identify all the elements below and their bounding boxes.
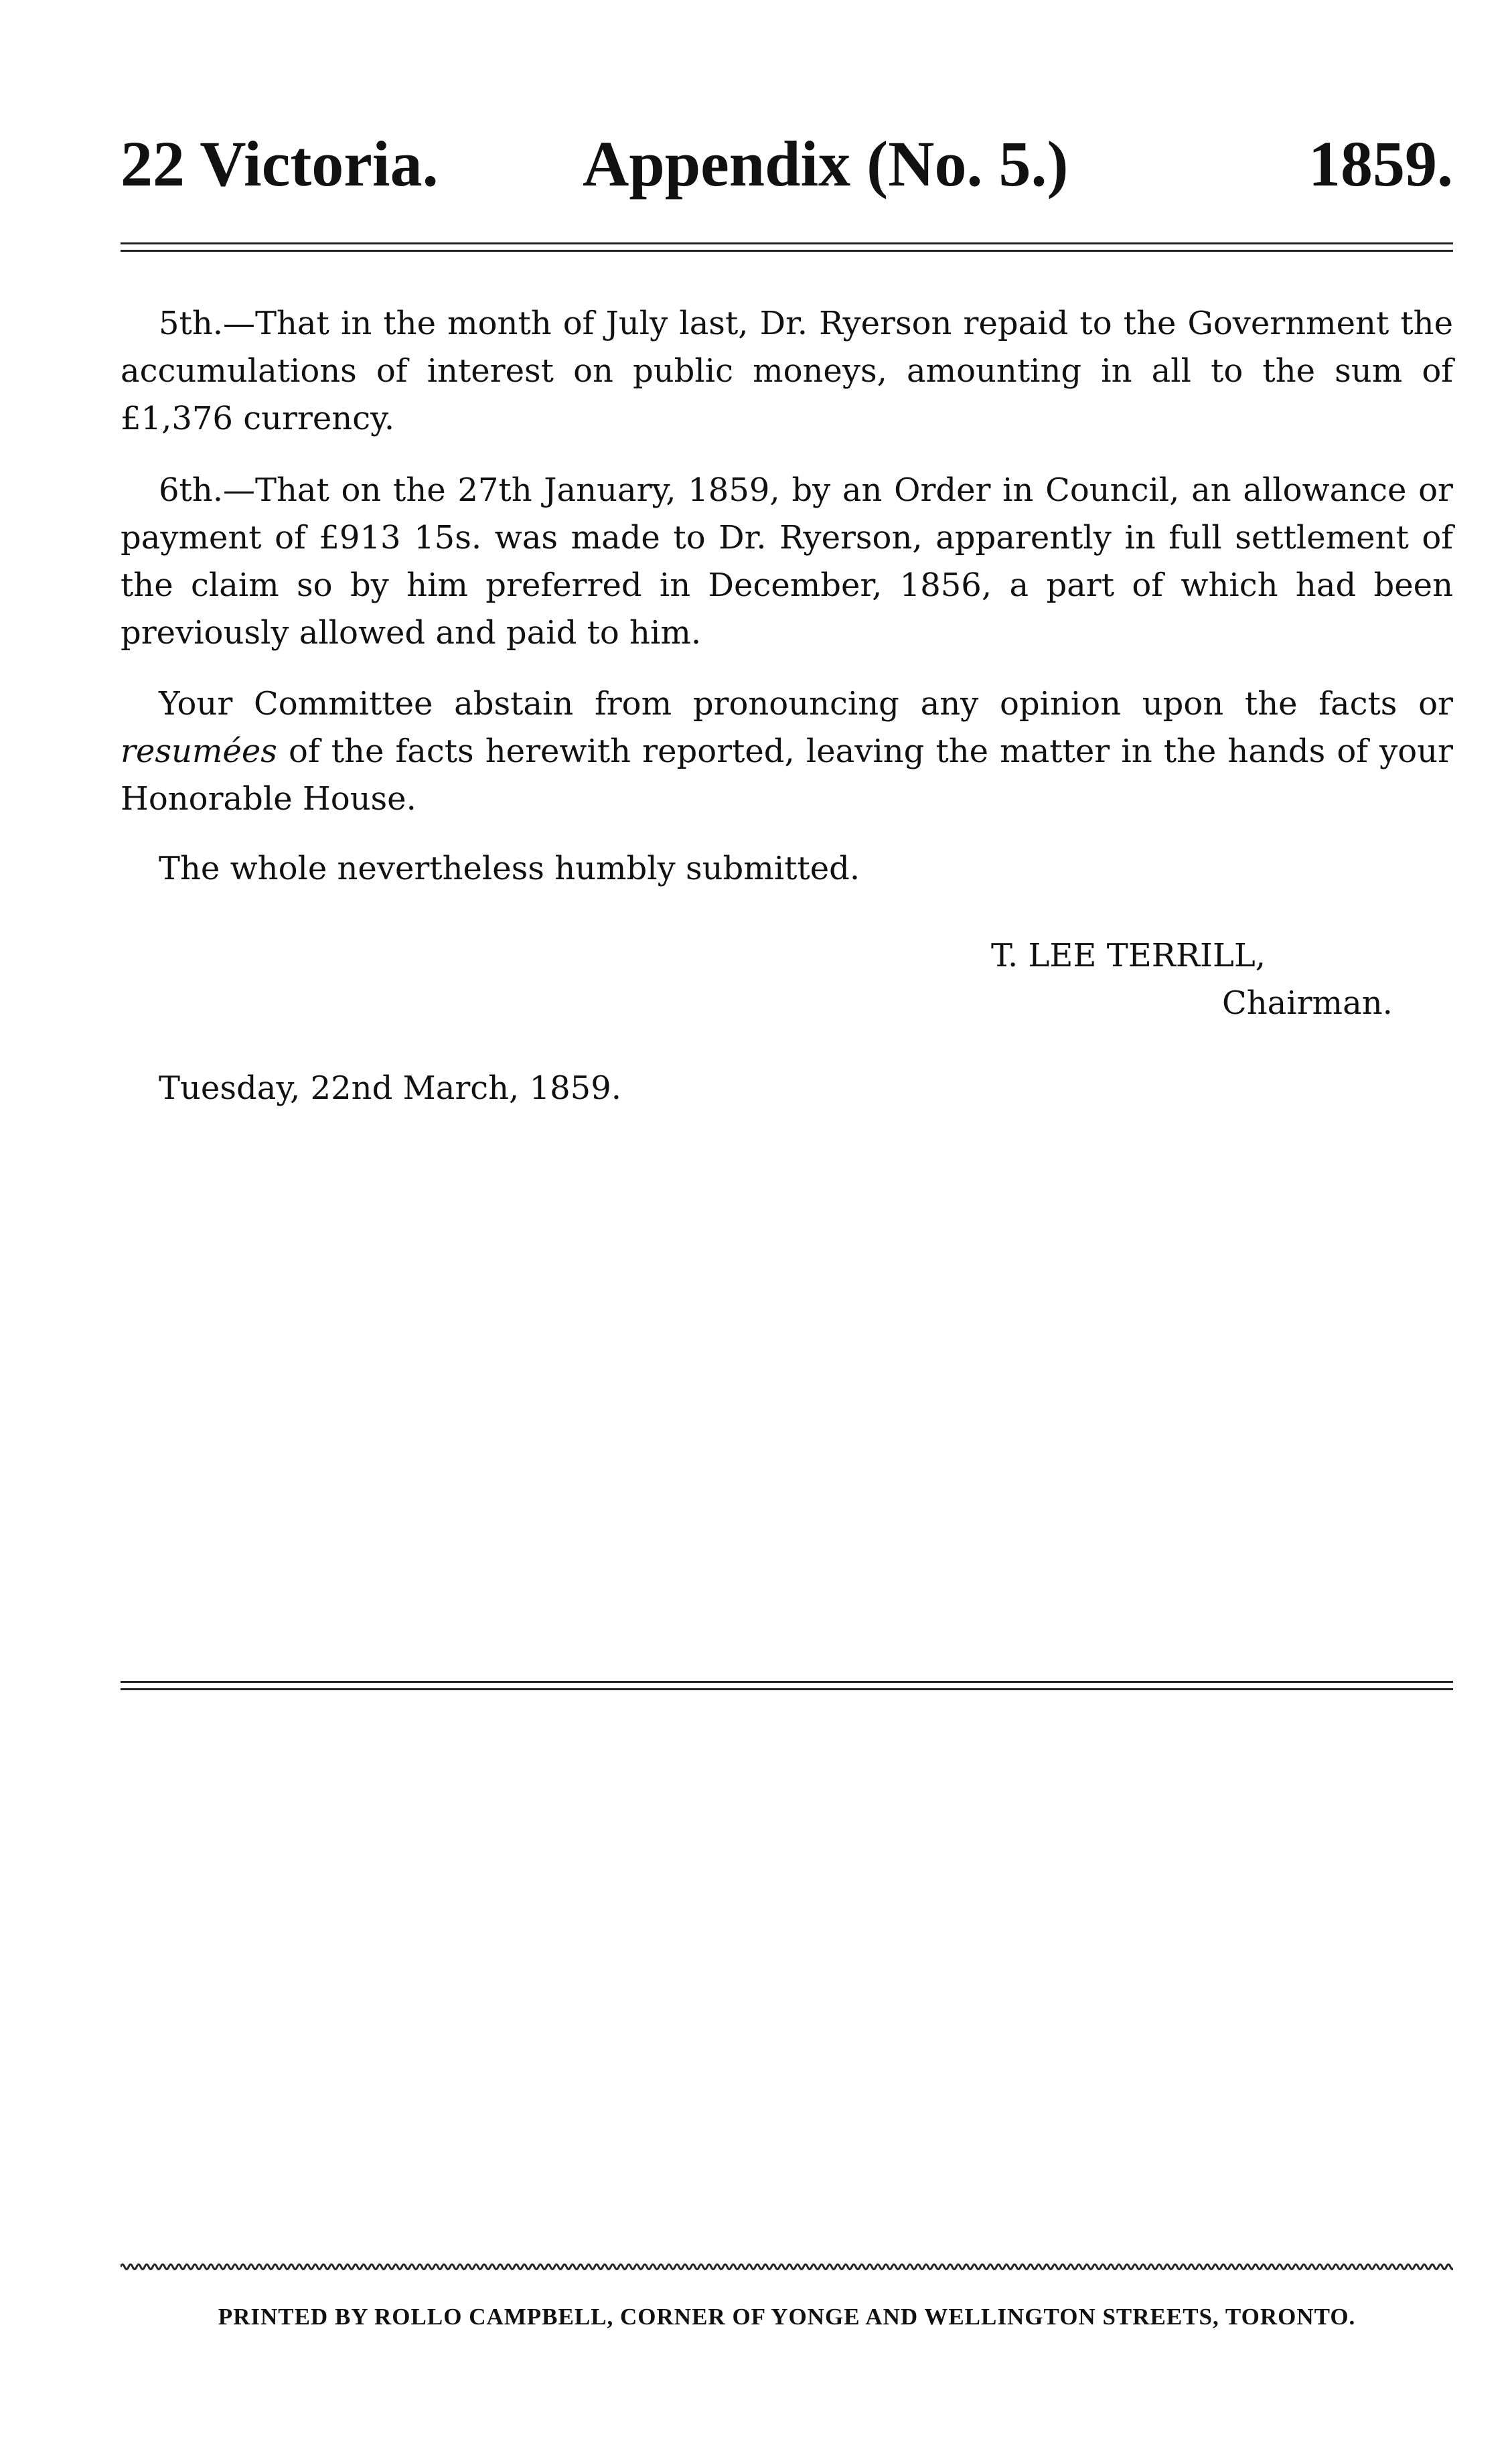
signature-title: Chairman. xyxy=(1222,984,1393,1022)
paragraph-committee-lead: Your Committee abstain from pronouncing any opinion upon the facts or xyxy=(159,685,1453,723)
paragraph-committee xyxy=(121,680,1453,823)
paragraph-committee-rest: of the facts herewith reported, leaving the matter in the hands of your Honorable House. xyxy=(121,733,1453,818)
date-line: Tuesday, 22nd March, 1859. xyxy=(159,1069,621,1107)
printer-imprint: PRINTED BY ROLLO CAMPBELL, CORNER OF YONGE AND WELLINGTON STREETS, TORONTO. xyxy=(218,2304,1356,2330)
signature-block xyxy=(991,932,1393,1027)
wavy-divider xyxy=(121,2260,1453,2274)
footer-double-rule xyxy=(121,1681,1453,1690)
header-appendix: Appendix (No. 5.) xyxy=(583,128,1069,200)
paragraph-sixth: 6th.—That on the 27th January, 1859, by an Order in Council, an allowance or payment of £913 15s. was made to Dr. Ryerson, apparently in full settlement of the claim so by him preferred in December, 1856, a part of which had been previously allowed and paid to him. xyxy=(121,471,1453,652)
paragraph-submission: The whole nevertheless humbly submitted. xyxy=(159,850,860,887)
paragraph-fifth: 5th.—That in the month of July last, Dr. Ryerson repaid to the Government the accumulations of interest on public moneys, amounting in all to the sum of £1,376 currency. xyxy=(121,305,1453,437)
paragraph-committee-italic: resumées xyxy=(121,733,277,770)
header-double-rule xyxy=(121,242,1453,252)
header-year: 1859. xyxy=(1308,128,1453,200)
signature-name: T. LEE TERRILL, xyxy=(991,937,1266,974)
page-header xyxy=(121,127,1453,201)
header-volume: 22 Victoria. xyxy=(121,128,439,200)
